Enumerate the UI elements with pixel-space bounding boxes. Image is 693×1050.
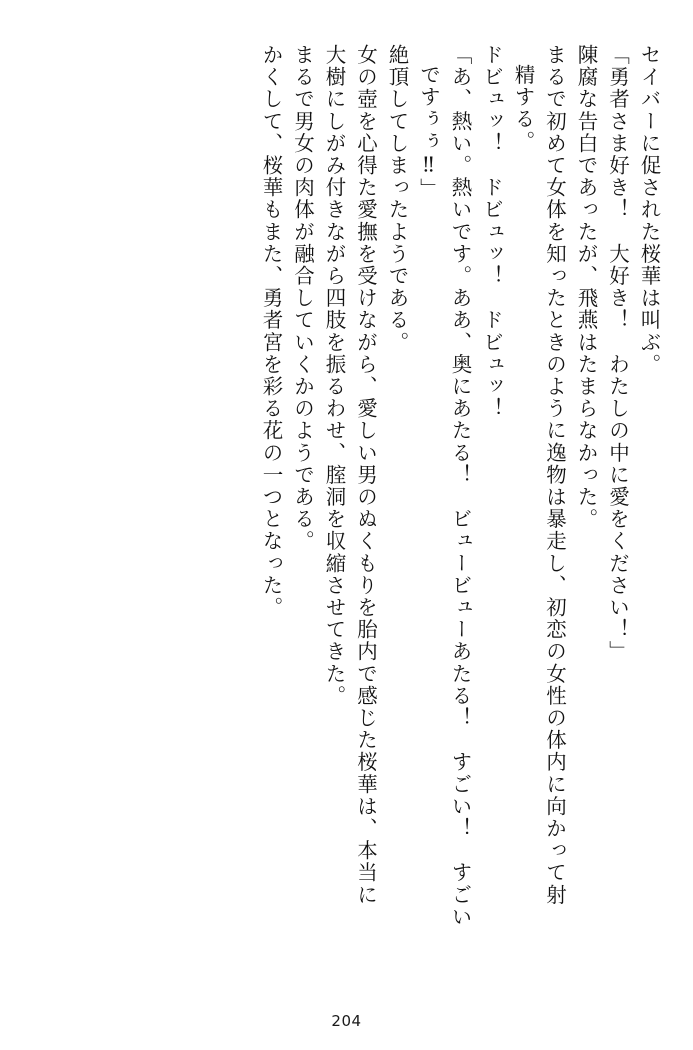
text-line: 精する。 bbox=[511, 64, 535, 153]
text-line: 絶頂してしまったようである。 bbox=[385, 44, 409, 354]
text-line: ドビュッ！ ドビュッ！ ドビュッ！ bbox=[479, 44, 504, 420]
text-line: セイバーに促された桜華は叫ぶ。 bbox=[637, 44, 661, 376]
text-line: 大樹にしがみ付きながら四肢を振るわせ、腟洞を収縮させてきた。 bbox=[322, 44, 346, 707]
text-line: 「勇者さま好き！ 大好き！ わたしの中に愛をください！」 bbox=[605, 44, 630, 663]
vertical-text-block bbox=[34, 44, 659, 974]
text-line: かくして、桜華もまた、勇者宮を彩る花の一つとなった。 bbox=[259, 44, 283, 619]
page-number: 204 bbox=[331, 1012, 362, 1030]
text-line: 陳腐な告白であったが、飛燕はたまらなかった。 bbox=[574, 44, 598, 531]
text-line: まるで初めて女体を知ったときのように逸物は暴走し、初恋の女性の体内に向かって射 bbox=[542, 44, 567, 906]
text-line: 「あ、熱い。熱いです。ああ、奥にあたる！ ビュービューあたる！ すごい！ すごい bbox=[448, 44, 472, 928]
text-line: まるで男女の肉体が融合していくかのようである。 bbox=[290, 44, 315, 553]
text-line: ですぅぅ‼」 bbox=[416, 64, 441, 201]
text-line: 女の壺を心得た愛撫を受けながら、愛しい男のぬくもりを胎内で感じた桜華は、本当に bbox=[353, 44, 378, 906]
